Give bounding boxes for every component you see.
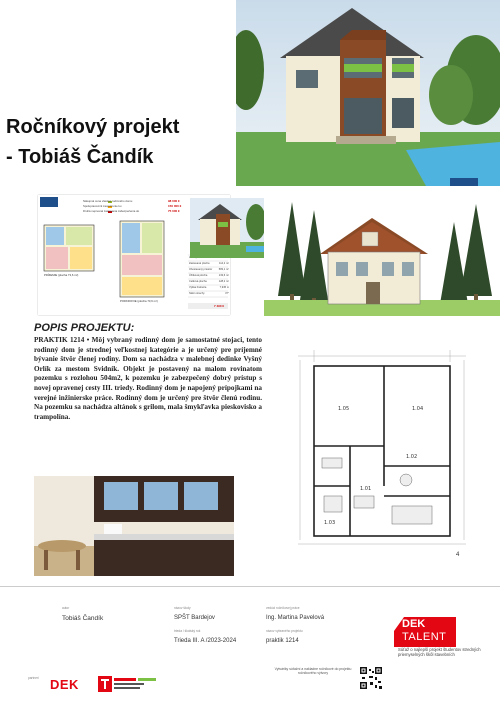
plan-page-number: 4 — [456, 552, 460, 558]
catalog-row-1: Nákupná cena vlastnej rodinného domu — [83, 199, 133, 203]
svg-text:1.03: 1.03 — [324, 520, 336, 526]
catalog-price-1: 98 000 € — [168, 199, 180, 203]
spec-value: 133,6 m² — [218, 274, 229, 277]
svg-text:1.02: 1.02 — [406, 454, 418, 460]
spec-value: 7,945 m — [219, 286, 229, 289]
popis-heading: POPIS PROJEKTU: — [34, 322, 135, 334]
svg-text:1.01: 1.01 — [360, 486, 372, 492]
floorplan-drawing — [294, 346, 470, 552]
spec-label: Sklon strechy — [189, 292, 205, 295]
popis-text: PRAKTIK 1214 • Môj vybraný rodinný dom je samostatné stojaci, tento rodinný dom je strednej veľkostnej kategórie a je určený pre príjemné bývanie štvôr členej rodiny. Dom sa nachádza v malebnej dedinke Vyšný Orlík za mestom Svidník. Objekt je postavený na malom rovinatom pozemku s rozlohou 504m2, k pozemku je zabezpečený dobrý prístup s novej opravenej cesty III. triedy. Rodinný dom je napojený prípojkami na verejné inžinierske práce. Rodinný dom je určený pre štvôr členú rodinu. Na pozemku sa nachádza altánok s grilom, mala šmykľavka pieskovisko a trampolína. — [34, 336, 262, 421]
title-line-1: Ročníkový projekt — [6, 116, 180, 138]
class-label: trieda / školský rok — [174, 629, 201, 633]
interior-render — [34, 476, 234, 576]
dek-talent-logo — [394, 617, 456, 647]
partner-t-logo — [98, 676, 158, 692]
page-title — [6, 112, 246, 172]
partners-label: partneri — [28, 676, 39, 680]
catalog-spec-values — [215, 255, 229, 297]
spec-value: 37° — [225, 292, 229, 295]
spec-value: 583,1 m³ — [218, 268, 229, 271]
side-house-render — [264, 196, 500, 316]
catalog-spec-labels — [189, 255, 215, 297]
qr-code-icon — [360, 667, 382, 689]
spec-label: Výška hrebeňa — [189, 286, 207, 289]
catalog-row-2: Spolupracovník zaopatrenie ku — [83, 204, 122, 208]
hero-house-render — [236, 0, 500, 186]
catalog-total: 7 490 € — [214, 304, 225, 308]
spec-label: Zastavaná plocha — [189, 262, 210, 265]
catalog-prices — [168, 199, 190, 214]
catalog-price-labels — [83, 199, 167, 214]
dek-logo: DEK — [50, 677, 79, 692]
school-label: názov školy — [174, 606, 191, 610]
title-line-2: - Tobiáš Čandík — [6, 146, 154, 168]
spec-label: Celková plocha — [189, 280, 207, 283]
spec-label: Úžitková plocha — [189, 274, 208, 277]
footer-divider — [0, 586, 500, 587]
small-house-render — [190, 198, 266, 258]
catalog-row-3: Druhá nepresná zastavania zabezpečenia do — [83, 209, 140, 213]
dek-talent-bottom: TALENT — [402, 631, 447, 643]
competition-note: Súťaž o najlepší projekt študentov stredných priemyselných škôl stavebních — [398, 647, 481, 657]
project-value: praktik 1214 — [266, 638, 299, 644]
catalog-price-2: 150 000 € — [168, 204, 182, 208]
catalog-floor2-label: PODKROVIE (plocha 73,6 m²) — [120, 299, 158, 303]
catalog-price-3: 75 000 € — [168, 209, 180, 213]
spec-value: 128,2 m² — [218, 280, 229, 283]
dek-talent-top: DEK — [402, 618, 426, 630]
school-name: SPŠT Bardejov — [174, 615, 215, 621]
svg-text:1.04: 1.04 — [412, 406, 424, 412]
author-name: Tobiáš Čandík — [62, 615, 104, 622]
teacher-name: Ing. Martina Pavelová — [266, 615, 325, 621]
teacher-label: vedúci ročníkovej práce — [266, 606, 300, 610]
catalog-floor1-label: PRÍZEMIE (plocha 73,6 m²) — [44, 273, 79, 277]
svg-text:1.05: 1.05 — [338, 406, 350, 412]
project-label: názov vybraného projektu — [266, 629, 303, 633]
author-label: autor — [62, 606, 70, 610]
small-note: Vytváriky súťažní a nakladne ročníkové do projektu ročníkového výtvory — [274, 667, 352, 676]
spec-value: 114,2 m² — [218, 262, 229, 265]
spec-label: Obostavaný priestor — [189, 268, 213, 271]
class-value: Trieda III. A /2023-2024 — [174, 638, 237, 644]
